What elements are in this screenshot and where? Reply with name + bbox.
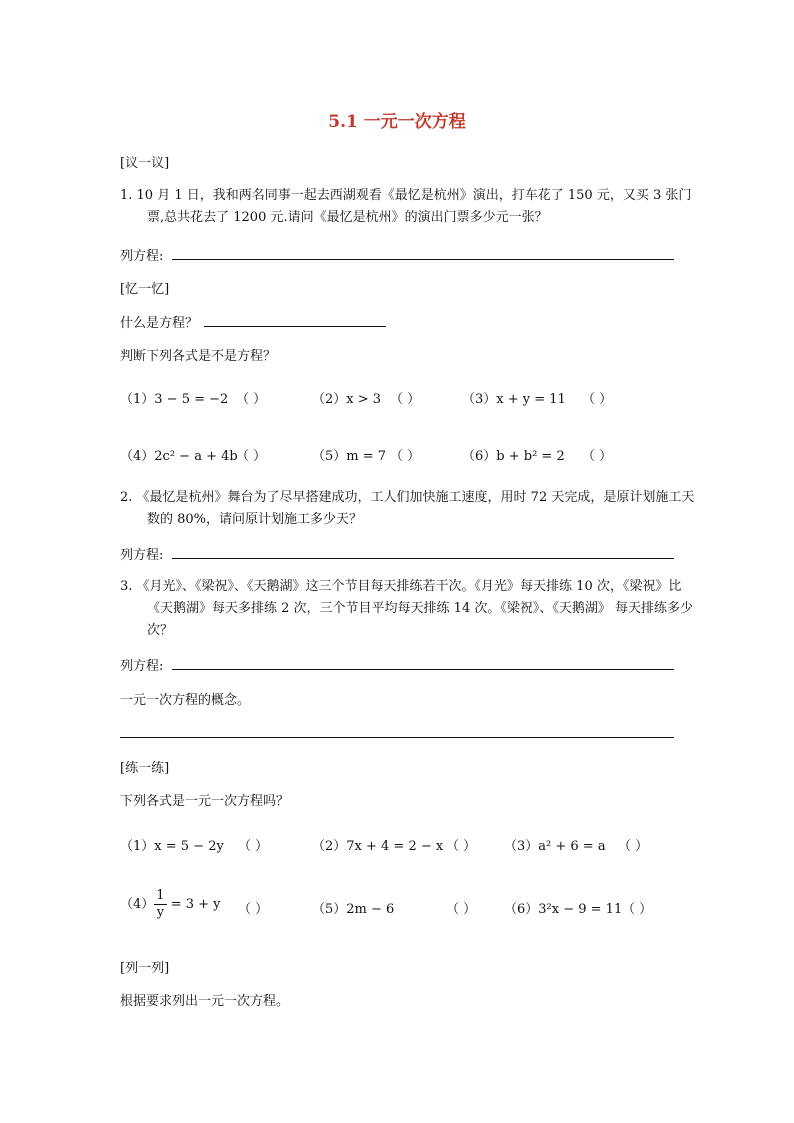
what-is-equation: 什么是方程？	[120, 316, 199, 331]
answer-paren[interactable]: （ ）	[390, 449, 421, 464]
practice-prompt: 下列各式是一元一次方程吗？	[120, 794, 290, 809]
listing-prompt: 根据要求列出一元一次方程。	[120, 994, 290, 1009]
question-1: 1. 10 月 1 日，我和两名同事一起去西湖观看《最忆是杭州》演出，打车花了 150 元，又买 3 张门票,总共花去了 1200 元.请问《最忆是杭州》的演出门票多少元一张？	[120, 188, 692, 225]
practice-item-4-prefix: （4）	[120, 897, 155, 912]
concept-prompt: 一元一次方程的概念。	[120, 693, 251, 708]
equation-label: 列方程:	[120, 548, 164, 563]
practice-item-3: （3）a² + 6 = a	[504, 839, 606, 854]
fraction	[154, 888, 166, 921]
practice-item-4-rest: = 3 + y	[170, 897, 221, 912]
answer-paren[interactable]: （ ）	[582, 449, 613, 464]
answer-paren[interactable]: （ ）	[236, 449, 267, 464]
equation-label: 列方程:	[120, 659, 164, 674]
question-3: 3. 《月光》、《梁祝》、《天鹅湖》这三个节目每天排练若干次。《月光》每天排练 10 次，《梁祝》比《天鹅湖》每天多排练 2 次，三个节目平均每天排练 14 次。《梁祝》、《天鹅湖》 每天排练多少次？	[120, 579, 693, 638]
fraction-denominator: y	[156, 905, 165, 920]
answer-paren[interactable]: （ ）	[582, 392, 613, 407]
fraction-numerator: 1	[156, 888, 165, 903]
answer-paren[interactable]: （ ）	[238, 839, 269, 854]
section-heading-recall: [忆一忆]	[120, 282, 170, 297]
section-heading-practice: [练一练]	[120, 761, 170, 776]
judge-item-6: （6）b + b² = 2	[462, 449, 565, 464]
practice-item-6: （6）3²x − 9 = 11	[504, 902, 623, 917]
answer-paren[interactable]: （ ）	[618, 839, 649, 854]
page-title: 5.1 一元一次方程	[328, 112, 466, 132]
section-heading-discuss: [议一议]	[120, 156, 170, 171]
practice-item-2: （2）7x + 4 = 2 − x	[312, 839, 444, 854]
equation-label: 列方程:	[120, 249, 164, 264]
answer-paren[interactable]: （ ）	[446, 902, 477, 917]
answer-line[interactable]	[120, 737, 674, 738]
practice-item-1: （1）x = 5 − 2y	[120, 839, 224, 854]
judge-prompt: 判断下列各式是不是方程？	[120, 349, 277, 364]
judge-item-1: （1）3 − 5 = −2	[120, 392, 229, 407]
answer-line[interactable]	[172, 669, 674, 670]
answer-line[interactable]	[172, 259, 674, 260]
practice-item-4	[120, 888, 221, 921]
answer-paren[interactable]: （ ）	[390, 392, 421, 407]
judge-item-5: （5）m = 7	[312, 449, 387, 464]
judge-item-2: （2）x > 3	[312, 392, 382, 407]
answer-paren[interactable]: （ ）	[236, 392, 267, 407]
answer-paren[interactable]: （ ）	[238, 902, 269, 917]
judge-item-4: （4）2c² − a + 4b	[120, 449, 238, 464]
answer-line[interactable]	[204, 326, 386, 327]
answer-paren[interactable]: （ ）	[622, 902, 653, 917]
practice-item-5: （5）2m − 6	[312, 902, 395, 917]
answer-paren[interactable]: （ ）	[446, 839, 477, 854]
question-2: 2. 《最忆是杭州》舞台为了尽早搭建成功，工人们加快施工速度，用时 72 天完成，是原计划施工天数的 80%，请问原计划施工多少天？	[120, 490, 695, 527]
section-heading-list: [列一列]	[120, 961, 170, 976]
judge-item-3: （3）x + y = 11	[462, 392, 566, 407]
answer-line[interactable]	[172, 558, 674, 559]
